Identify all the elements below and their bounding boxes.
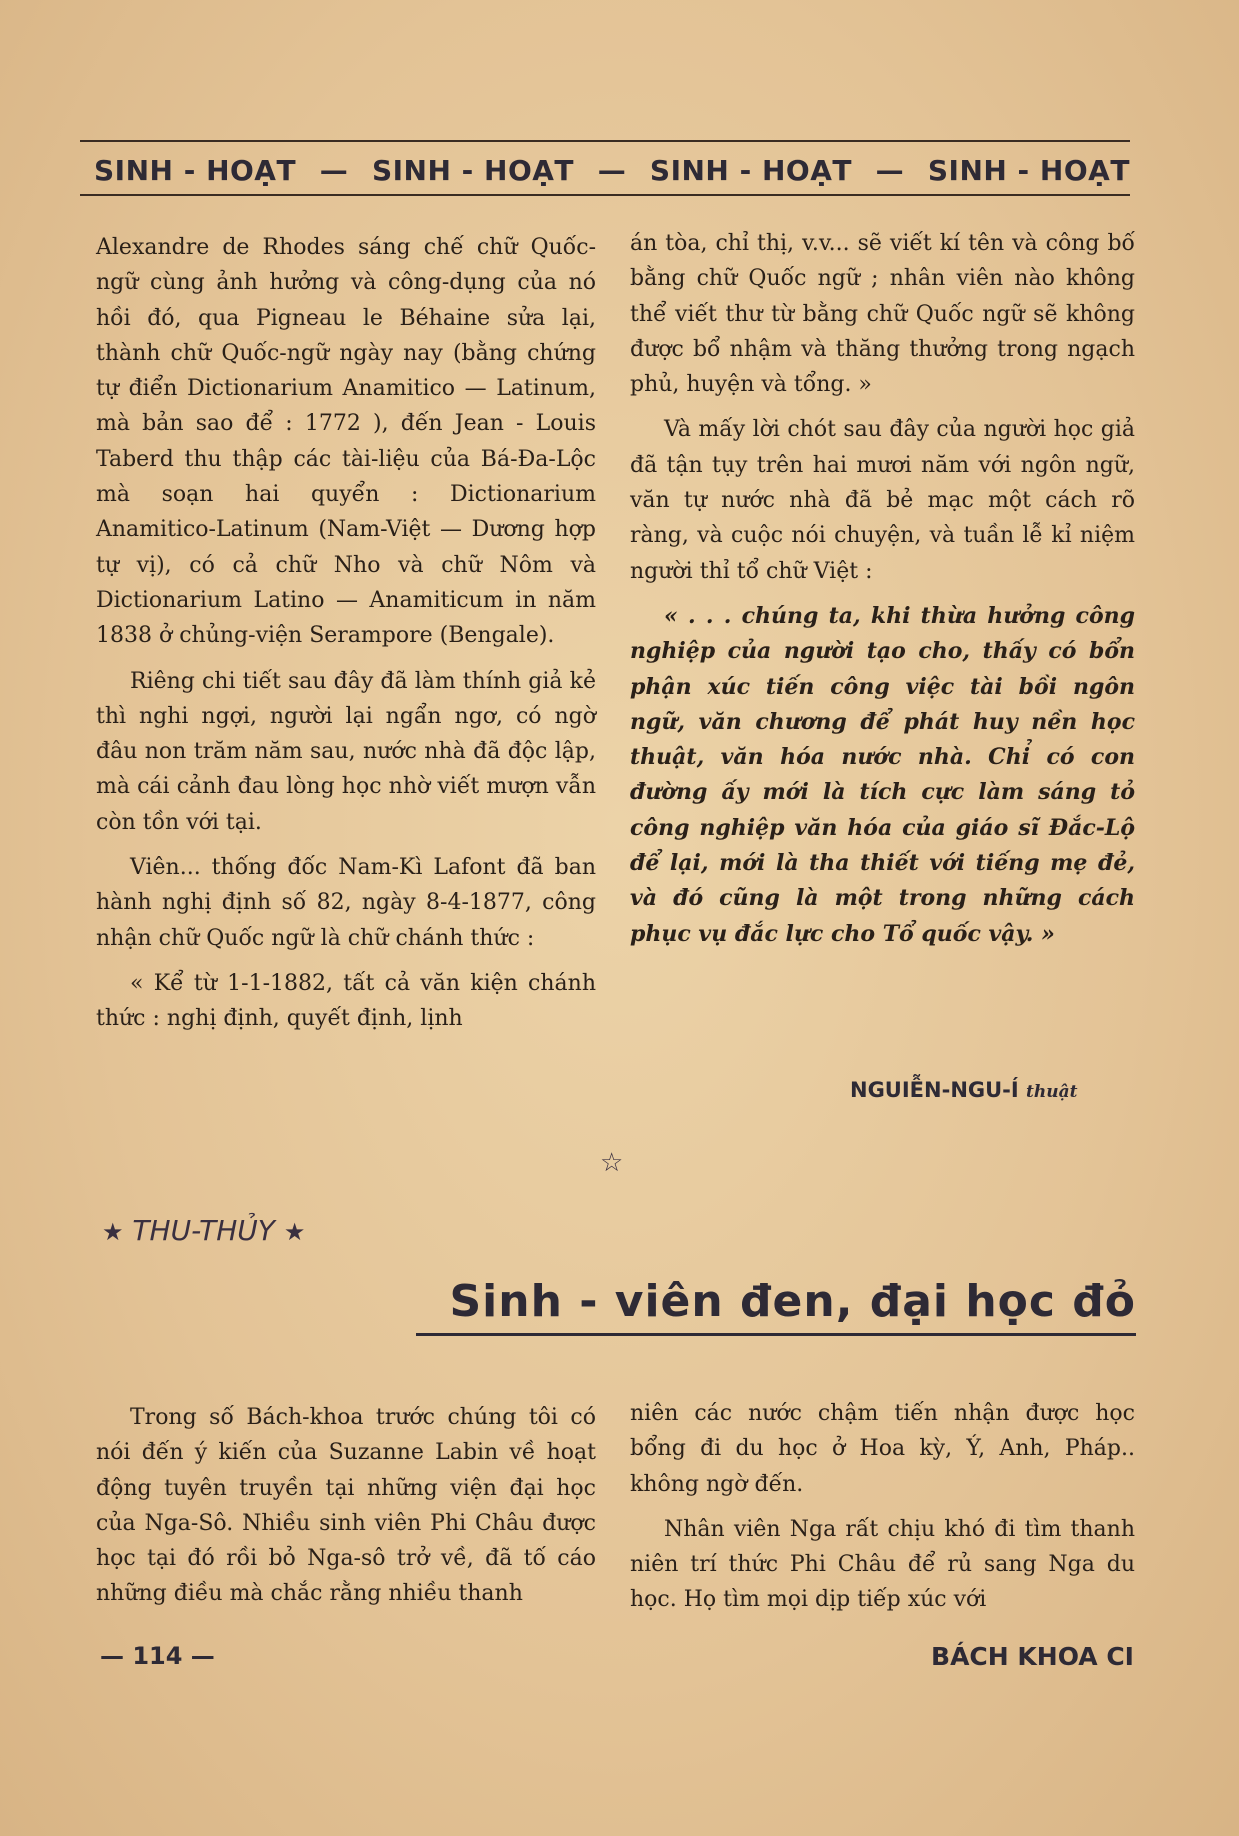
running-head-item: SINH - HOẠT: [649, 153, 852, 187]
running-head: [94, 150, 1130, 190]
paragraph: Alexandre de Rhodes sáng chế chữ Quốc-ngữ cùng ảnh hưởng và công-dụng của nó hồi đó, qua Pigneau le Béhaine sửa lại, thành chữ Quốc-ngữ ngày nay (bằng chứng tự điển Dictionarium Anamitico — Latinum, mà bản sao để : 1772 ), đến Jean - Louis Taberd thu thập các tài-liệu của Bá-Đa-Lộc mà soạn hai quyển : Dictionarium Anamitico-Latinum (Nam-Việt — Dương hợp tự vị), có cả chữ Nho và chữ Nôm và Dictionarium Latino — Anamiticum in năm 1838 ở chủng-viện Serampore (Bengale).: [96, 235, 596, 649]
paragraph: Viên... thống đốc Nam-Kì Lafont đã ban hành nghị định số 82, ngày 8-4-1877, công nhận chữ Quốc ngữ là chữ chánh thức :: [96, 855, 596, 951]
byline-role: thuật: [1026, 1082, 1078, 1102]
section-separator-star-icon: ☆: [600, 1148, 624, 1178]
running-head-item: SINH - HOẠT: [927, 153, 1130, 187]
running-head-separator: —: [875, 153, 905, 187]
byline-name: NGUIỄN-NGU-Í: [850, 1078, 1019, 1102]
article2-left-column: [96, 1400, 596, 1612]
article2-right-column: [630, 1396, 1135, 1618]
paragraph: « Kể từ 1-1-1882, tất cả văn kiện chánh thức : nghị định, quyết định, lịnh: [96, 970, 596, 1032]
section-label-text: THU-THỦY: [132, 1214, 275, 1247]
header-bottom-rule: [80, 194, 1130, 196]
paragraph: án tòa, chỉ thị, v.v... sẽ viết kí tên và công bố bằng chữ Quốc ngữ ; nhân viên nào không thể viết thư từ bằng chữ Quốc ngữ sẽ không được bổ nhậm và thăng thưởng trong ngạch phủ, huyện và tổng. »: [630, 231, 1135, 398]
section-label: [102, 1214, 305, 1247]
running-head-separator: —: [597, 153, 627, 187]
paragraph: Trong số Bách-khoa trước chúng tôi có nói đến ý kiến của Suzanne Labin về hoạt động tuyên truyền tại những viện đại học của Nga-Sô. Nhiều sinh viên Phi Châu được học tại đó rồi bỏ Nga-sô trở về, đã tố cáo những điều mà chắc rằng nhiều thanh: [96, 1405, 596, 1607]
paragraph: Và mấy lời chót sau đây của người học giả đã tận tụy trên hai mươi năm với ngôn ngữ, văn tự nước nhà đã bẻ mạc một cách rõ ràng, và cuộc nói chuyện, và tuần lễ kỉ niệm người thỉ tổ chữ Việt :: [630, 417, 1135, 584]
running-head-separator: —: [319, 153, 349, 187]
article1-right-column: [630, 226, 1135, 952]
running-head-item: SINH - HOẠT: [94, 153, 297, 187]
page-number: — 114 —: [100, 1642, 215, 1670]
paragraph: niên các nước chậm tiến nhận được học bổng đi du học ở Hoa kỳ, Ý, Anh, Pháp.. không ngờ đến.: [630, 1401, 1135, 1497]
star-icon: ★: [102, 1218, 124, 1246]
article1-left-column: [96, 230, 596, 1037]
paragraph: Nhân viên Nga rất chịu khó đi tìm thanh niên trí thức Phi Châu để rủ sang Nga du học. Họ tìm mọi dịp tiếp xúc với: [630, 1516, 1135, 1613]
quotation: « . . . chúng ta, khi thừa hưởng công nghiệp của người tạo cho, thấy có bổn phận xúc tiến công việc tài bồi ngôn ngữ, văn chương để phát huy nền học thuật, văn hóa nước nhà. Chỉ có con đường ấy mới là tích cực làm sáng tỏ công nghiệp văn hóa của giáo sĩ Đắc-Lộ để lại, mới là tha thiết với tiếng mẹ đẻ, và đó cũng là một trong những cách phục vụ đắc lực cho Tổ quốc vậy. »: [630, 602, 1135, 947]
running-head-item: SINH - HOẠT: [371, 153, 575, 187]
star-icon: ★: [283, 1218, 306, 1246]
article1-byline: [850, 1078, 1077, 1102]
headline-rule: [416, 1333, 1136, 1336]
article2-headline: Sinh - viên đen, đại học đỏ: [449, 1276, 1136, 1327]
header-top-rule: [80, 140, 1130, 142]
magazine-name: BÁCH KHOA CI: [931, 1642, 1134, 1671]
paragraph: Riêng chi tiết sau đây đã làm thính giả kẻ thì nghi ngợi, người lại ngẩn ngơ, có ngờ đâu non trăm năm sau, nước nhà đã độc lập, mà cái cảnh đau lòng học nhờ viết mượn vẫn còn tồn với tại.: [96, 668, 596, 835]
